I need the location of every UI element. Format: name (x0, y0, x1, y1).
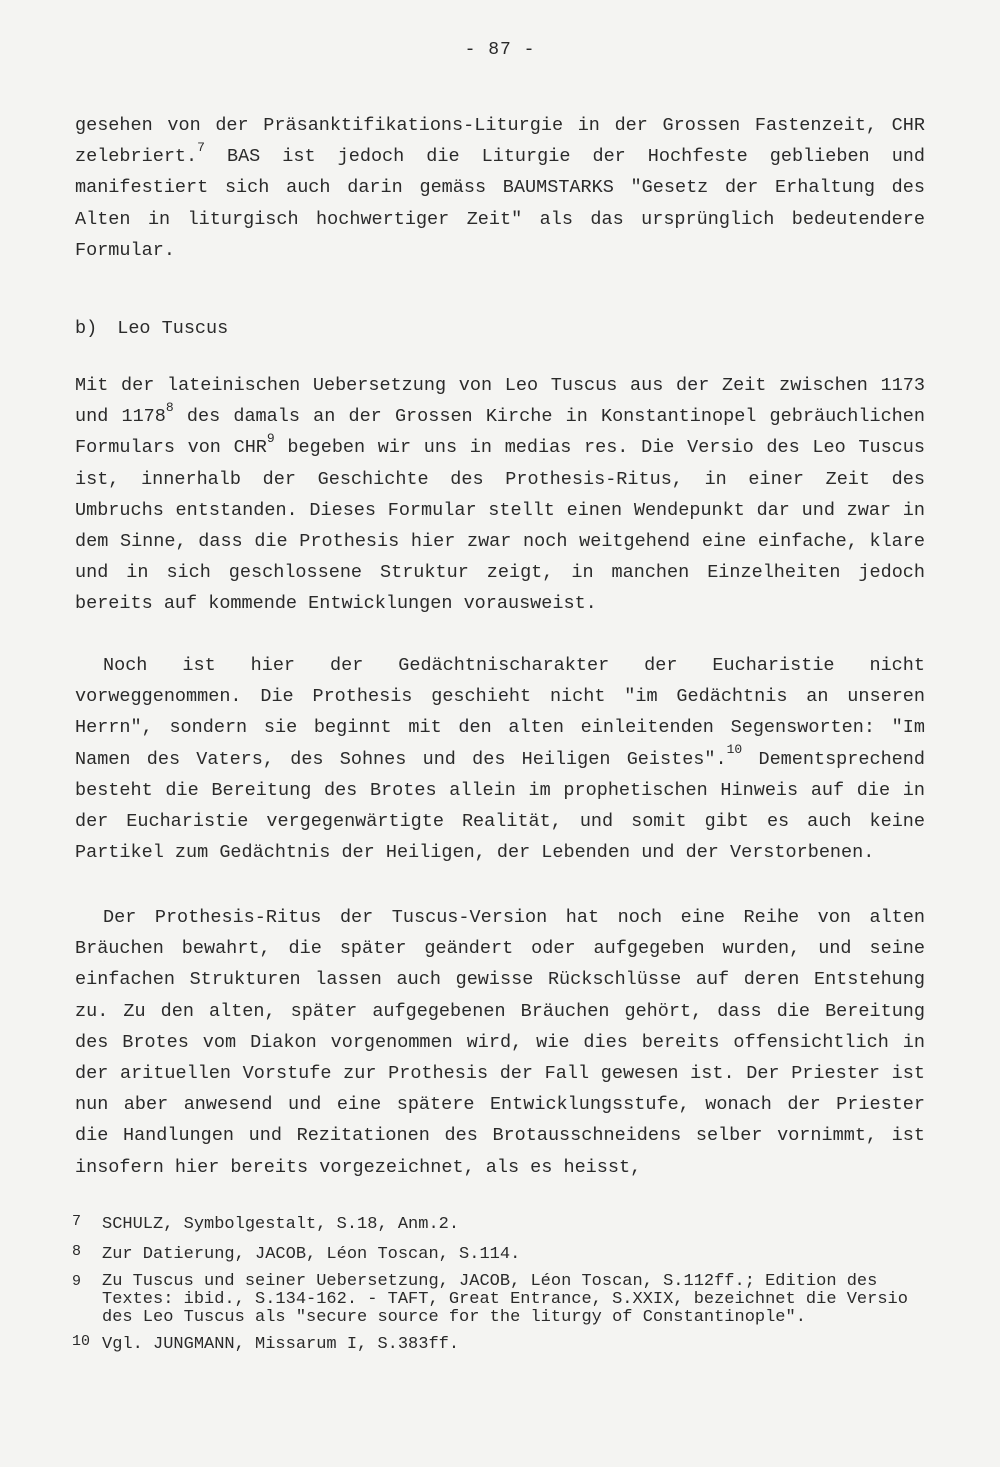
paragraph-4 (75, 902, 925, 1183)
footnote-text: Vgl. JUNGMANN, Missarum I, S.383ff. (102, 1335, 460, 1354)
footnote-ref-7: 7 (197, 140, 205, 156)
footnote-10 (72, 1333, 922, 1357)
footnote-text: Zu Tuscus und seiner Uebersetzung, JACOB, Léon Toscan, S.112ff.; Edition des Textes: ibid., S.134-162. - TAFT, Great Entrance, S.XXIX, bezeichnet die Versio des Leo Tuscus als "secure source for the liturgy of Constantinople". (102, 1272, 908, 1327)
paragraph-3-text-a: Noch ist hier der Gedächtnischarakter der Eucharistie nicht vorweggenommen. Die Prothesis geschieht nicht "im Gedächtnis an unseren Herrn", sondern sie beginnt mit den alten einleitenden Segensworten: "Im Namen des Vaters, des Sohnes und des Heiligen Geistes". (75, 655, 925, 770)
footnote-ref-8: 8 (165, 400, 174, 416)
footnote-mark: 9 (72, 1273, 82, 1290)
paragraph-2 (75, 370, 925, 620)
footnote-7 (72, 1213, 922, 1237)
section-heading (75, 318, 228, 339)
paragraph-1-text-b: BAS ist jedoch die Liturgie der Hochfeste geblieben und manifestiert sich auch darin gemäss BAUMSTARKS "Gesetz der Erhaltung des Alten in liturgisch hochwertiger Zeit" als das ursprünglich bedeutendere Formular. (75, 146, 925, 261)
paragraph-2-text-b: des damals an der Grossen Kirche in Konstantinopel gebräuchlichen Formulars von CHR (75, 406, 925, 459)
footnote-ref-9: 9 (266, 431, 275, 447)
footnote-mark: 7 (72, 1213, 82, 1230)
paragraph-3-text-b: Dementsprechend besteht die Bereitung des Brotes allein im prophetischen Hinweis auf die in der Eucharistie vergegenwärtigte Realität, und somit gibt es auch keine Partikel zum Gedächtnis der Heiligen, der Lebenden und der Verstorbenen. (75, 748, 925, 864)
footnote-text: Zur Datierung, JACOB, Léon Toscan, S.114. (102, 1245, 521, 1264)
footnotes (72, 1213, 922, 1363)
section-title: Leo Tuscus (117, 318, 229, 339)
paragraph-1-text-a: gesehen von der Präsanktifikations-Liturgie in der Grossen Fastenzeit, CHR zelebriert. (75, 115, 925, 168)
footnote-8 (72, 1243, 922, 1267)
footnote-mark: 10 (72, 1333, 91, 1350)
paragraph-2-text-a: Mit der lateinischen Uebersetzung von Leo Tuscus aus der Zeit zwischen 1173 und 1178 (75, 375, 925, 428)
footnote-mark: 8 (72, 1243, 82, 1260)
paragraph-3 (75, 650, 925, 868)
footnote-ref-10: 10 (726, 742, 743, 758)
footnote-9 (72, 1273, 922, 1327)
paragraph-4-text: Der Prothesis-Ritus der Tuscus-Version hat noch eine Reihe von alten Bräuchen bewahrt, die später geändert oder aufgegeben wurden, und seine einfachen Strukturen lassen auch gewisse Rückschlüsse auf deren Entstehung zu. Zu den alten, später aufgegebenen Bräuchen gehört, dass die Bereitung des Brotes vom Diakon vorgenommen wird, wie dies bereits offensichtlich in der arituellen Vorstufe zur Prothesis der Fall gewesen ist. Der Priester ist nun aber anwesend und eine spätere Entwicklungsstufe, wonach der Priester die Handlungen und Rezitationen des Brotausschneidens selber vornimmt, ist insofern hier bereits vorgezeichnet, als es heisst, (75, 907, 925, 1178)
page-number: - 87 - (464, 40, 536, 60)
footnote-text: SCHULZ, Symbolgestalt, S.18, Anm.2. (102, 1215, 460, 1234)
paragraph-1 (75, 110, 925, 266)
paragraph-2-text-c: begeben wir uns in medias res. Die Versio des Leo Tuscus ist, innerhalb der Geschichte des Prothesis-Ritus, in einer Zeit des Umbruchs entstanden. Dieses Formular stellt einen Wendepunkt dar und zwar in dem Sinne, dass die Prothesis hier zwar noch weitgehend eine einfache, klare und in sich geschlossene Struktur zeigt, in manchen Einzelheiten jedoch bereits auf kommende Entwicklungen vorausweist. (75, 437, 925, 615)
section-number: b) (75, 318, 98, 339)
